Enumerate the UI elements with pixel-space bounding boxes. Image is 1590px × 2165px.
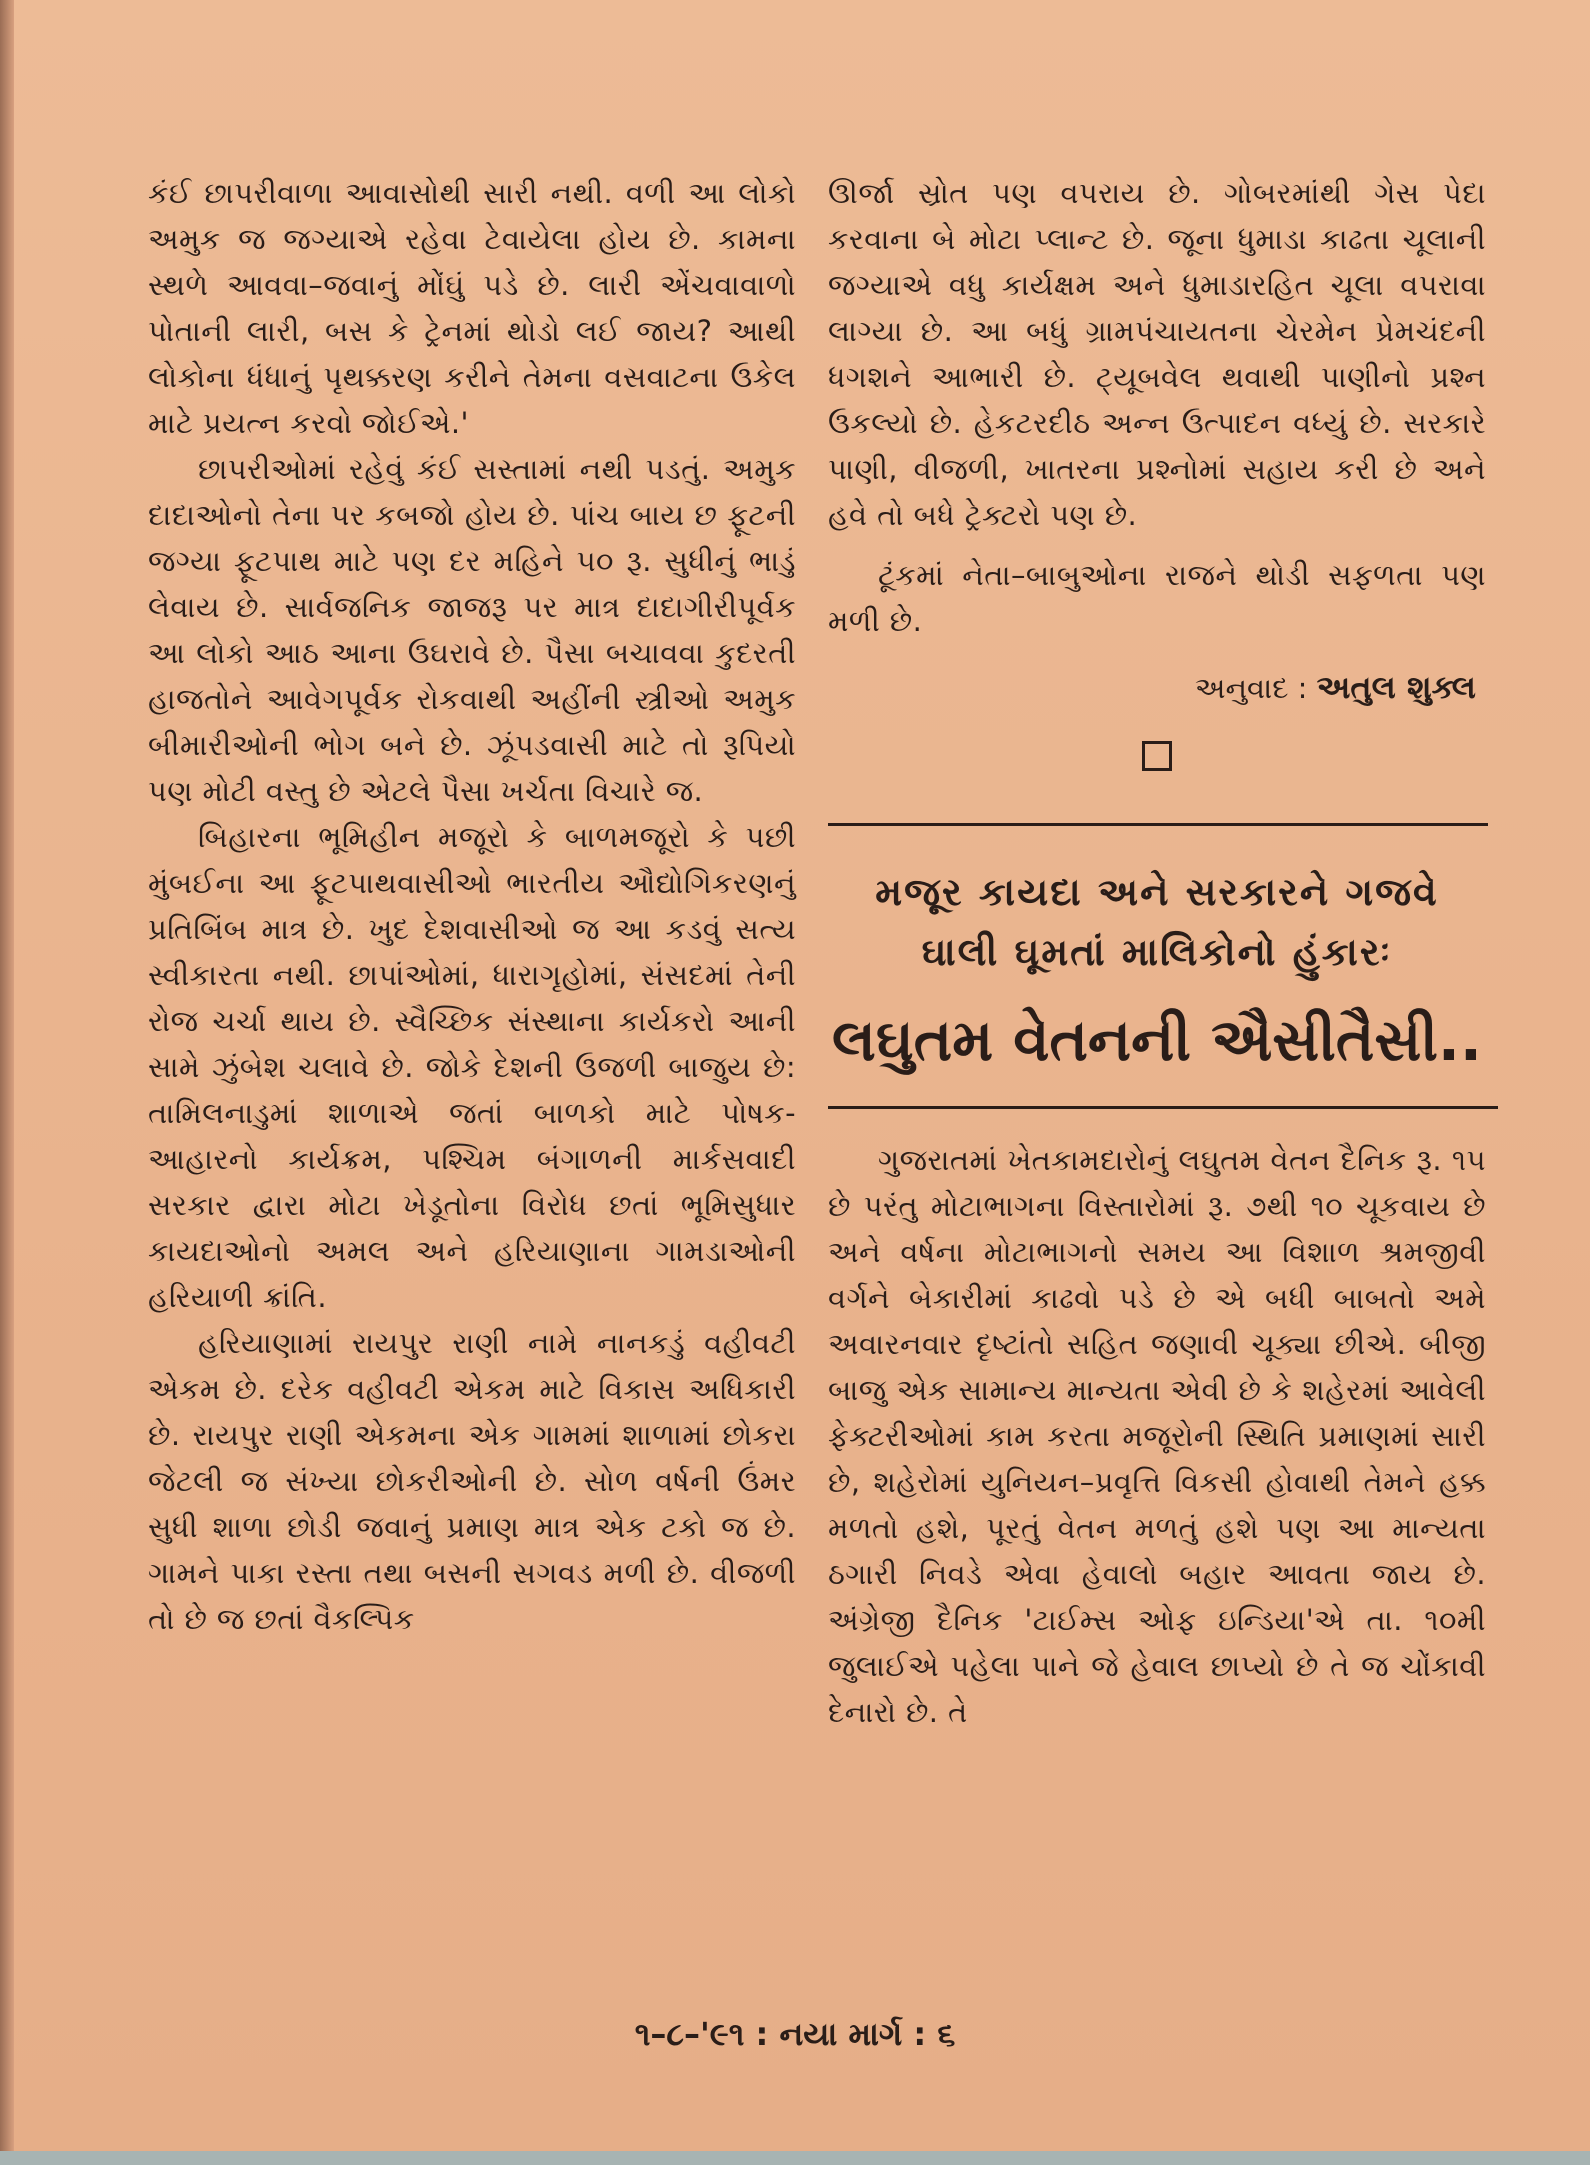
article-paragraph-1: ગુજરાતમાં ખેતકામદારોનું લઘુતમ વેતન દૈનિક રૂ. ૧૫ છે પરંતુ મોટાભાગના વિસ્તારોમાં રૂ. ૭થી ૧૦ ચૂકવાય છે અને વર્ષના મોટાભાગનો સમય આ વિશાળ શ્રમજીવી વર્ગને બેકારીમાં કાઢવો પડે છે એ બધી બાબતો અમે અવારનવાર દૃષ્ટાંતો સહિત જણાવી ચૂક્યા છીએ. બીજી બાજુ એક સામાન્ય માન્યતા એવી છે કે શહેરમાં આવેલી ફેક્ટરીઓમાં કામ કરતા મજૂરોની સ્થિતિ પ્રમાણમાં સારી છે, શહેરોમાં યુનિયન–પ્રવૃત્તિ વિકસી હોવાથી તેમને હક્ક મળતો હશે, પૂરતું વેતન મળતું હશે પણ આ માન્યતા ઠગારી નિવડે એવા હેવાલો બહાર આવતા જાય છે. અંગ્રેજી દૈનિક 'ટાઈમ્સ ઓફ ઇન્ડિયા'એ તા. ૧૦મી જુલાઈએ પહેલા પાને જે હેવાલ છાપ્યો છે તે જ ચોંકાવી દેનારો છે. તે — [828, 1143, 1486, 1729]
end-of-article-square-icon — [1142, 741, 1172, 771]
right-paragraph-1: ઊર્જા સ્રોત પણ વપરાય છે. ગોબરમાંથી ગેસ પેદા કરવાના બે મોટા પ્લાન્ટ છે. જૂના ધુમાડા કાઢતા ચૂલાની જગ્યાએ વધુ કાર્યક્ષમ અને ધુમાડારહિત ચૂલા વપરાવા લાગ્યા છે. આ બધું ગ્રામપંચાયતના ચેરમેન પ્રેમચંદની ધગશને આભારી છે. ટ્યૂબવેલ થવાથી પાણીનો પ્રશ્ન ઉકલ્યો છે. હેકટરદીઠ અન્ન ઉત્પાદન વધ્યું છે. સરકારે પાણી, વીજળી, ખાતરના પ્રશ્નોમાં સહાય કરી છે અને હવે તો બધે ટ્રેક્ટરો પણ છે. — [828, 176, 1486, 532]
page-footer: ૧–૮–'૯૧ : નયા માર્ગ : ૬ — [634, 2015, 956, 2053]
right-paragraph-2: ટૂંકમાં નેતા–બાબુઓના રાજને થોડી સફળતા પણ મળી છે. — [828, 558, 1486, 638]
right-column — [828, 170, 1486, 1735]
left-paragraph-1: કંઈ છાપરીવાળા આવાસોથી સારી નથી. વળી આ લોકો અમુક જ જગ્યાએ રહેવા ટેવાયેલા હોય છે. કામના સ્થળે આવવા–જવાનું મોંઘું પડે છે. લારી એંચવાવાળો પોતાની લારી, બસ કે ટ્રેનમાં થોડો લઈ જાય? આથી લોકોના ધંધાનું પૃથક્કરણ કરીને તેમના વસવાટના ઉકેલ માટે પ્રયત્ન કરવો જોઈએ.' — [148, 176, 796, 440]
page-bottom-edge — [0, 2151, 1590, 2165]
translator-credit — [828, 668, 1486, 707]
article-headline: લઘુતમ વેતનની ઐસીતૈસી.. — [832, 1006, 1482, 1074]
headline-top-rule — [828, 823, 1488, 826]
credit-label: અનુવાદ : — [1194, 671, 1308, 705]
headline-kicker — [828, 862, 1486, 982]
page-left-edge — [0, 0, 14, 2165]
credit-name: અતુલ શુક્લ — [1316, 668, 1476, 706]
left-paragraph-3: બિહારના ભૂમિહીન મજૂરો કે બાળમજૂરો કે પછી મુંબઈના આ ફૂટપાથવાસીઓ ભારતીય ઔદ્યોગિકરણનું પ્રતિબિંબ માત્ર છે. ખુદ દેશવાસીઓ જ આ કડવું સત્ય સ્વીકારતા નથી. છાપાંઓમાં, ધારાગૃહોમાં, સંસદમાં તેની રોજ ચર્ચા થાય છે. સ્વૈચ્છિક સંસ્થાના કાર્યકરો આની સામે ઝુંબેશ ચલાવે છે. જોકે દેશની ઉજળી બાજુય છે: તામિલનાડુમાં શાળાએ જતાં બાળકો માટે પોષક-આહારનો કાર્યક્રમ, પશ્ચિમ બંગાળની માર્કસવાદી સરકાર દ્વારા મોટા ખેડૂતોના વિરોધ છતાં ભૂમિસુધાર કાયદાઓનો અમલ અને હરિયાણાના ગામડાઓની હરિયાળી ક્રાંતિ. — [148, 820, 796, 1314]
headline-kicker-line-2: ઘાલી ઘૂમતાં માલિકોનો હુંકારઃ — [921, 930, 1393, 974]
headline-kicker-line-1: મજૂર કાયદા અને સરકારને ગજવે — [875, 870, 1439, 914]
left-paragraph-2: છાપરીઓમાં રહેવું કંઈ સસ્તામાં નથી પડતું. અમુક દાદાઓનો તેના પર કબજો હોય છે. પાંચ બાય છ ફૂટની જગ્યા ફૂટપાથ માટે પણ દર મહિને ૫૦ રૂ. સુધીનું ભાડું લેવાય છે. સાર્વજનિક જાજરૂ પર માત્ર દાદાગીરીપૂર્વક આ લોકો આઠ આના ઉઘરાવે છે. પૈસા બચાવવા કુદરતી હાજતોને આવેગપૂર્વક રોકવાથી અહીંની સ્ત્રીઓ અમુક બીમારીઓની ભોગ બને છે. ઝૂંપડવાસી માટે તો રૂપિયો પણ મોટી વસ્તુ છે એટલે પૈસા ખર્ચતા વિચારે જ. — [148, 452, 796, 808]
left-paragraph-4: હરિયાણામાં રાયપુર રાણી નામે નાનકડું વહીવટી એકમ છે. દરેક વહીવટી એકમ માટે વિકાસ અધિકારી છે. રાયપુર રાણી એકમના એક ગામમાં શાળામાં છોકરા જેટલી જ સંખ્યા છોકરીઓની છે. સોળ વર્ષની ઉંમર સુધી શાળા છોડી જવાનું પ્રમાણ માત્ર એક ટકો જ છે. ગામને પાકા રસ્તા તથા બસની સગવડ મળી છે. વીજળી તો છે જ છતાં વૈકલ્પિક — [148, 1326, 796, 1636]
headline-bottom-rule — [828, 1106, 1498, 1109]
left-column — [148, 170, 796, 1642]
